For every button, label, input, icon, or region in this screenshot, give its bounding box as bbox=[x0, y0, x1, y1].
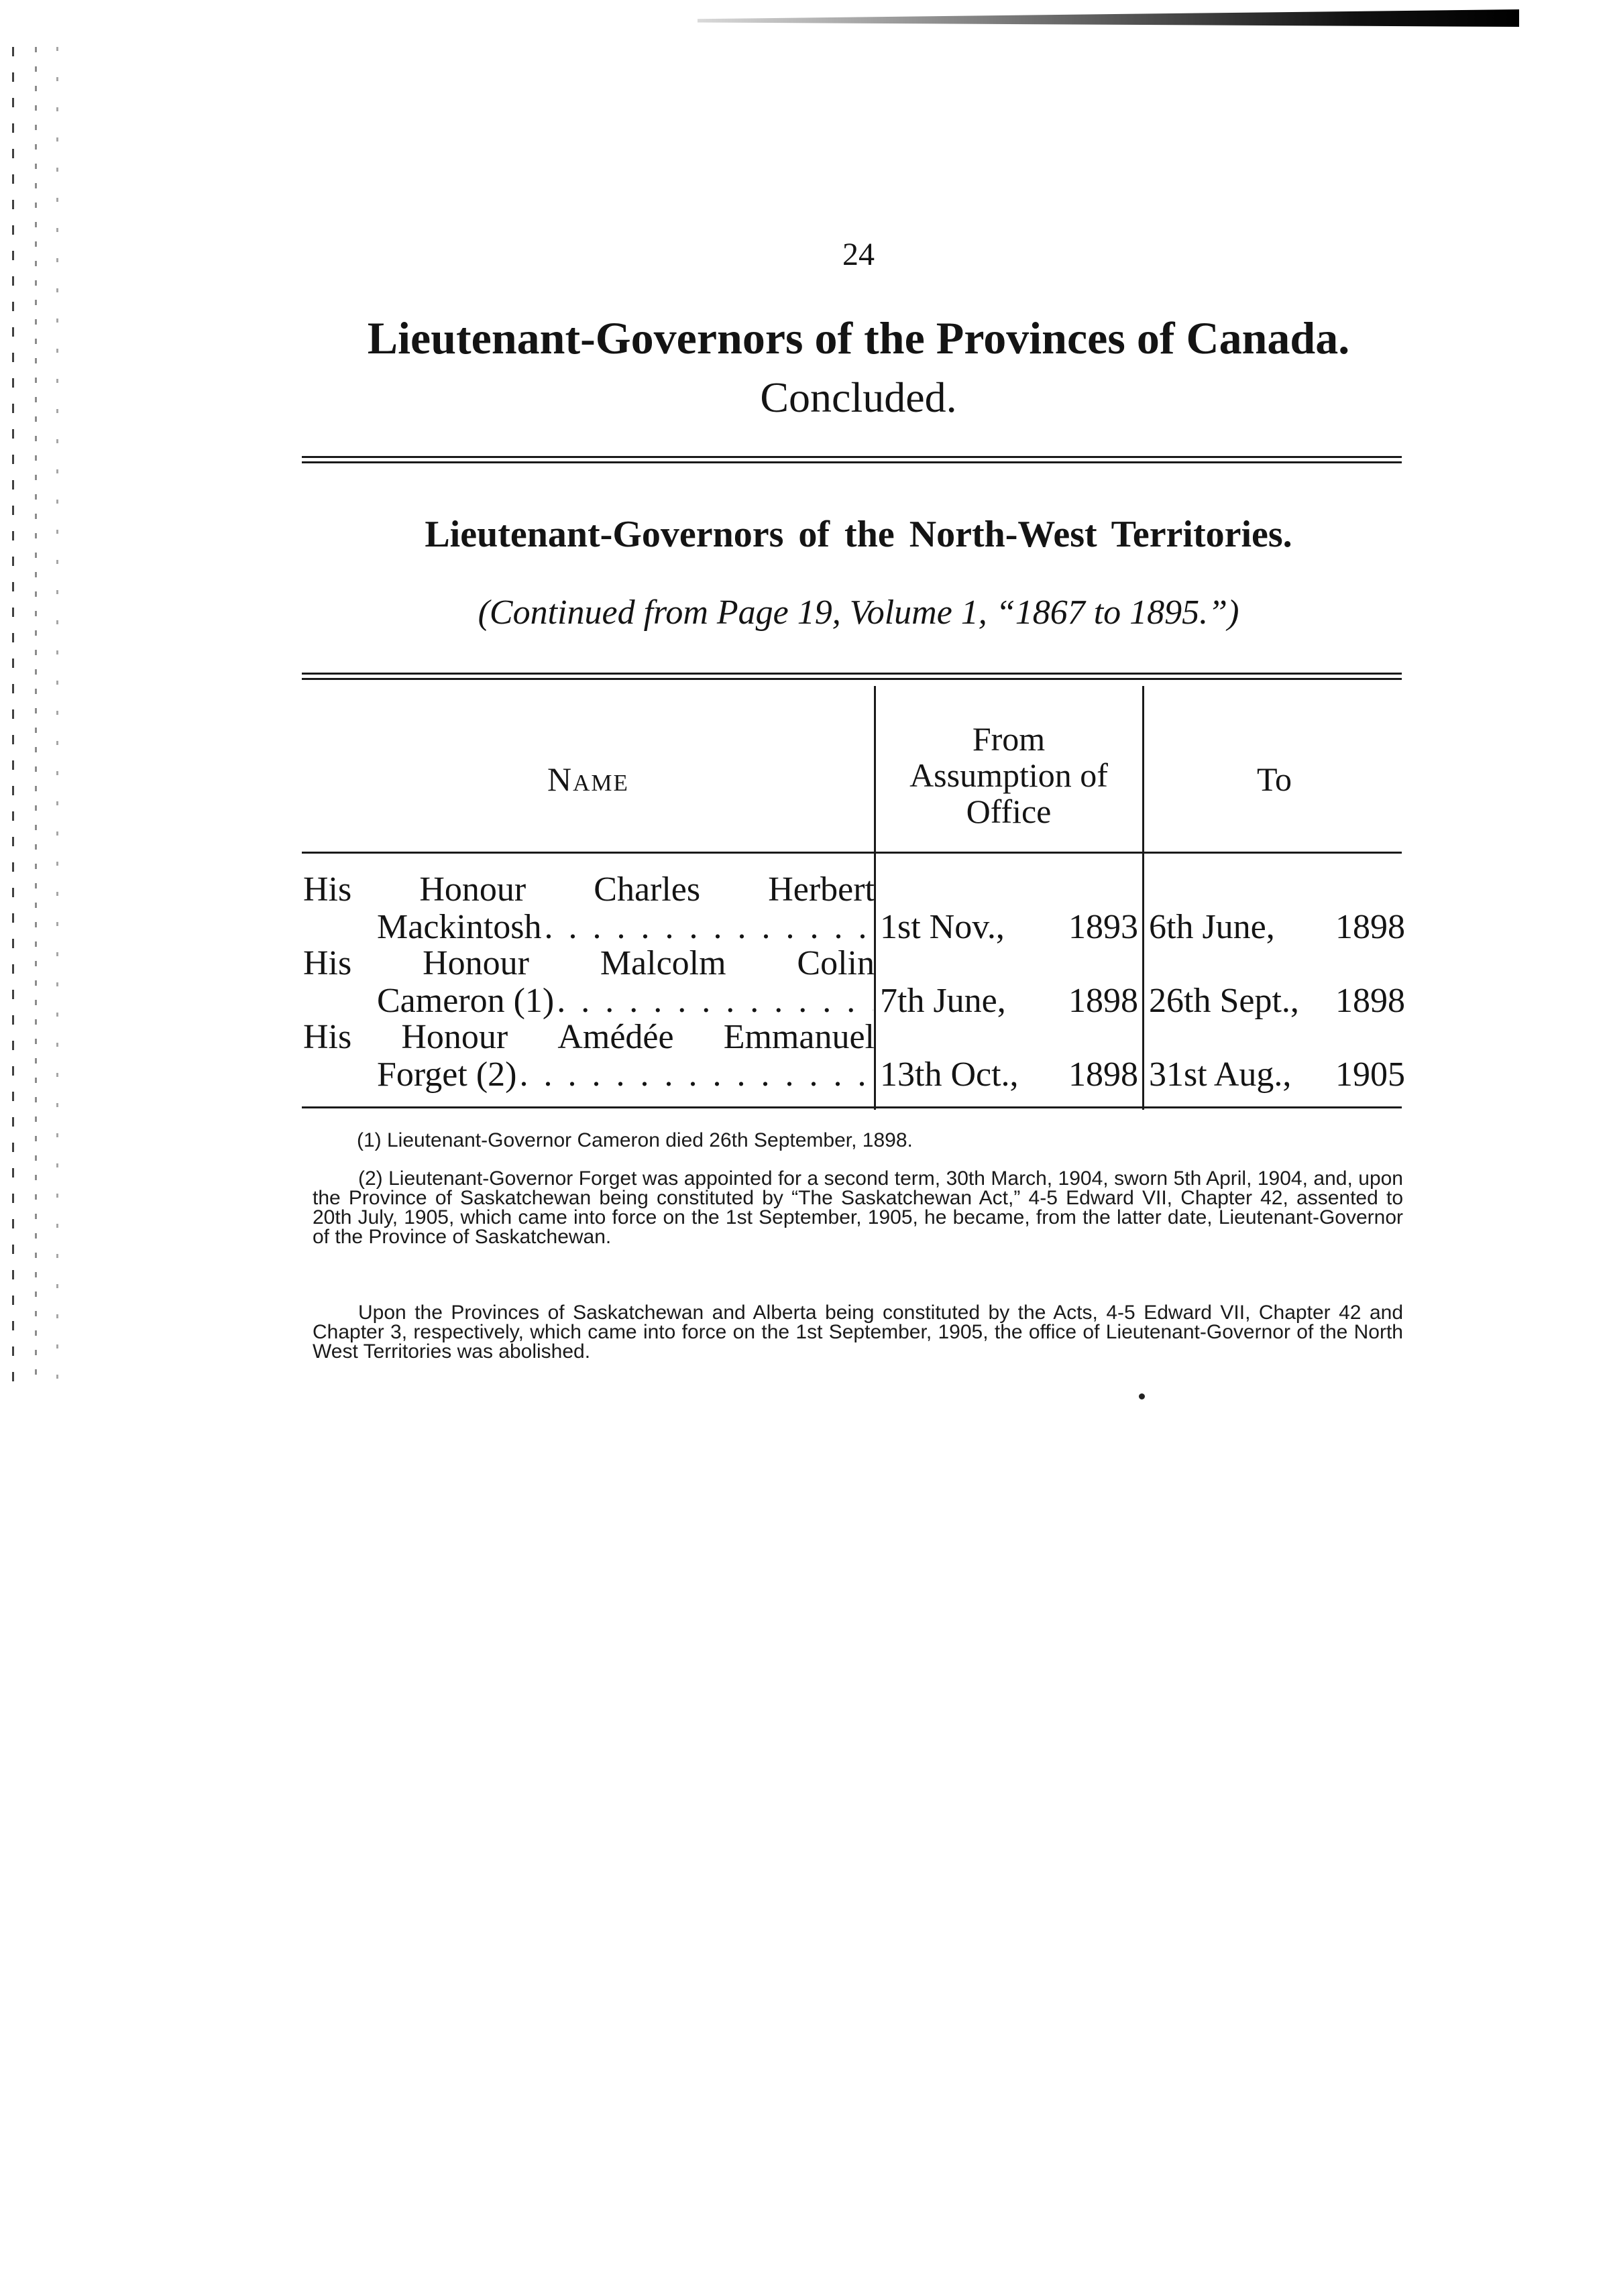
continued-note: (Continued from Page 19, Volume 1, “1867 to 1895.”) bbox=[478, 593, 1239, 632]
name-word: Honour bbox=[419, 870, 526, 909]
header-from-line: Office bbox=[966, 793, 1052, 830]
footnote-1: (1) Lieutenant-Governor Cameron died 26th September, 1898. bbox=[357, 1129, 913, 1151]
name-surname: Cameron (1) bbox=[377, 982, 555, 1020]
header-from-line: From bbox=[972, 720, 1046, 758]
dot-leader bbox=[545, 908, 873, 947]
name-word: His bbox=[303, 1018, 352, 1056]
name-line bbox=[377, 982, 873, 1021]
from-date bbox=[880, 908, 1138, 947]
header-to: To bbox=[1256, 760, 1292, 798]
name-line bbox=[377, 1055, 873, 1094]
name-line bbox=[377, 908, 873, 947]
to-date bbox=[1149, 908, 1405, 947]
name-word: Emmanuel bbox=[723, 1018, 875, 1056]
name-word: Honour bbox=[401, 1018, 508, 1056]
dot-leader bbox=[519, 1055, 873, 1094]
abolition-note: Upon the Provinces of Saskatchewan and Alberta being constituted by the Acts, 4-5 Edward VII, Chapter 42 and Chapter 3, respectively, which came into force on the 1st September, 1905, the office of Lieutenant-Governor of the North West Territories was abolished. bbox=[313, 1302, 1403, 1363]
dot-leader bbox=[557, 982, 873, 1021]
section-title: Lieutenant-Governors of the North-West Territories. bbox=[425, 514, 1292, 555]
page-title: Lieutenant-Governors of the Provinces of Canada. bbox=[367, 312, 1350, 363]
header-from-line: Assumption of bbox=[909, 756, 1108, 794]
name-surname: Forget (2) bbox=[377, 1055, 517, 1094]
from-year: 1898 bbox=[1068, 1055, 1138, 1094]
to-day: 6th June, bbox=[1149, 908, 1275, 946]
from-date bbox=[880, 982, 1138, 1021]
name-surname: Mackintosh bbox=[377, 908, 542, 946]
table-top-rule bbox=[302, 673, 1402, 680]
to-year: 1898 bbox=[1335, 908, 1405, 946]
header-from bbox=[876, 721, 1142, 829]
from-year: 1898 bbox=[1068, 982, 1138, 1020]
from-day: 7th June, bbox=[880, 982, 1006, 1020]
page-subtitle: Concluded. bbox=[760, 374, 957, 421]
name-word: Malcolm bbox=[600, 944, 726, 982]
name-line bbox=[303, 870, 875, 909]
footnote-2: (2) Lieutenant-Governor Forget was appointed for a second term, 30th March, 1904, sworn 5th April, 1904, and, upon the Province of Saskatchewan being constituted by “The Saskatchewan Act,” 4-5 Edward VII, Chapter 42, assented to 20th July, 1905, which came into force on the 1st September, 1905, he became, from the latter date, Lieutenant-Governor of the Province of Saskatchewan. bbox=[313, 1167, 1403, 1248]
header-rule bbox=[302, 852, 1402, 854]
scan-artifact-edge bbox=[8, 47, 68, 1388]
to-year: 1898 bbox=[1335, 982, 1405, 1020]
table-bottom-rule bbox=[302, 1106, 1402, 1108]
name-line bbox=[303, 944, 875, 983]
from-day: 1st Nov., bbox=[880, 908, 1005, 946]
to-date bbox=[1149, 982, 1405, 1021]
to-year: 1905 bbox=[1335, 1055, 1405, 1094]
name-word: Colin bbox=[797, 944, 875, 982]
header-name: Name bbox=[547, 760, 629, 798]
name-word: His bbox=[303, 944, 352, 982]
to-day: 31st Aug., bbox=[1149, 1055, 1292, 1094]
scan-artifact-bar bbox=[698, 9, 1519, 27]
name-word: Amédée bbox=[557, 1018, 674, 1056]
stray-mark bbox=[1139, 1393, 1145, 1399]
from-year: 1893 bbox=[1068, 908, 1138, 946]
title-divider bbox=[302, 456, 1402, 463]
name-word: Herbert bbox=[768, 870, 875, 909]
name-word: His bbox=[303, 870, 352, 909]
to-date bbox=[1149, 1055, 1405, 1094]
from-date bbox=[880, 1055, 1138, 1094]
name-word: Honour bbox=[423, 944, 529, 982]
from-day: 13th Oct., bbox=[880, 1055, 1019, 1094]
name-line bbox=[303, 1018, 875, 1057]
to-day: 26th Sept., bbox=[1149, 982, 1299, 1020]
name-word: Charles bbox=[594, 870, 701, 909]
page-number: 24 bbox=[842, 237, 875, 272]
column-divider bbox=[1142, 686, 1144, 1110]
